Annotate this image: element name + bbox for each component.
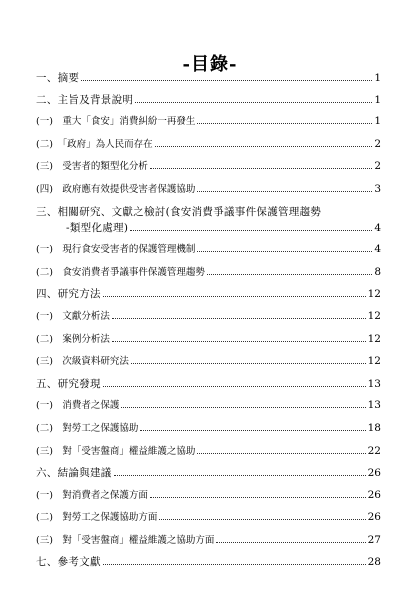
toc-entry-page: 2 bbox=[374, 137, 381, 150]
toc-entry[interactable] bbox=[36, 355, 381, 368]
toc-entry-label: 一、摘要 bbox=[36, 72, 80, 84]
toc-entry-label: (二) 對勞工之保護協助方面 bbox=[36, 512, 158, 524]
toc-entry-label: (三) 對「受害盤商」權益維護之協助方面 bbox=[36, 534, 215, 546]
toc-entry-label: 五、研究發現 bbox=[36, 377, 101, 390]
toc-entry-page: 1 bbox=[374, 115, 381, 128]
leader-dots bbox=[207, 274, 372, 275]
toc-entry-label: (二) 「政府」為人民而存在 bbox=[36, 138, 153, 150]
leader-dots bbox=[130, 230, 372, 231]
toc-entry-label: (二) 案例分析法 bbox=[36, 333, 110, 345]
toc-entry-label: 二、主旨及背景說明 bbox=[36, 93, 134, 106]
toc-title: -目錄- bbox=[182, 54, 238, 75]
toc-entry-page: 4 bbox=[374, 243, 381, 256]
toc-entry-background[interactable] bbox=[36, 94, 381, 106]
toc-entry-label: (二) 食安消費者爭議事件保護管理趨勢 bbox=[36, 266, 205, 278]
toc-entry-label: (一) 文獻分析法 bbox=[36, 310, 110, 322]
leader-dots bbox=[131, 363, 366, 364]
toc-entry-page: 27 bbox=[367, 533, 381, 546]
leader-dots bbox=[135, 102, 372, 103]
toc-entry-page: 18 bbox=[367, 421, 381, 434]
toc-entry-page: 3 bbox=[374, 182, 381, 195]
leader-dots bbox=[112, 318, 366, 319]
leader-dots bbox=[103, 564, 366, 565]
toc-entry-label: (一) 重大「食安」消費糾紛一再發生 bbox=[36, 116, 196, 128]
toc-entry-page: 12 bbox=[367, 332, 381, 345]
leader-dots bbox=[216, 542, 365, 543]
toc-entry-abstract[interactable] bbox=[36, 72, 381, 84]
leader-dots bbox=[103, 296, 366, 297]
toc-entry-label: 四、研究方法 bbox=[36, 288, 101, 301]
toc-entry-label: 七、參考文獻 bbox=[36, 556, 101, 569]
leader-dots bbox=[121, 407, 365, 408]
toc-entry-label: 六、結論與建議 bbox=[36, 467, 112, 480]
toc-entry-page: 13 bbox=[367, 399, 381, 412]
toc-entry[interactable] bbox=[36, 511, 381, 524]
toc-entry[interactable] bbox=[36, 115, 381, 128]
toc-entry[interactable] bbox=[36, 422, 381, 435]
leader-dots bbox=[140, 430, 365, 431]
toc-entry-label: -類型化處理) bbox=[66, 221, 129, 234]
leader-dots bbox=[150, 497, 366, 498]
toc-entry-label: (三) 次級資料研究法 bbox=[36, 356, 129, 368]
toc-entry-label: (三) 受害者的類型化分析 bbox=[36, 161, 148, 173]
toc-entry-label: (一) 消費者之保護 bbox=[36, 400, 120, 412]
toc-entry-findings[interactable] bbox=[36, 378, 381, 390]
leader-dots bbox=[197, 191, 372, 192]
toc-entry-label: (四) 政府應有效提供受害者保護協助 bbox=[36, 183, 196, 195]
toc-entry-page: 1 bbox=[374, 93, 381, 106]
leader-dots bbox=[197, 123, 372, 124]
leader-dots bbox=[103, 386, 366, 387]
toc-entry-page: 8 bbox=[374, 265, 381, 278]
toc-entry-references[interactable] bbox=[36, 556, 381, 568]
toc-entry-page: 2 bbox=[374, 160, 381, 173]
toc-entry-page: 26 bbox=[367, 511, 381, 524]
toc-entry-literature-review[interactable] bbox=[36, 206, 381, 218]
toc-entry-label: (二) 對勞工之保護協助 bbox=[36, 422, 139, 434]
toc-entry-page: 12 bbox=[367, 309, 381, 322]
toc-entry-literature-review-cont[interactable] bbox=[36, 222, 381, 234]
leader-dots bbox=[150, 168, 372, 169]
toc-entry-conclusion[interactable] bbox=[36, 467, 381, 479]
toc-entry[interactable] bbox=[36, 399, 381, 412]
leader-dots bbox=[197, 453, 365, 454]
toc-entry[interactable] bbox=[36, 266, 381, 279]
leader-dots bbox=[159, 519, 365, 520]
toc-entry[interactable] bbox=[36, 489, 381, 502]
toc-entry-methods[interactable] bbox=[36, 288, 381, 300]
toc-entry[interactable] bbox=[36, 138, 381, 151]
toc-entry-page: 12 bbox=[367, 355, 381, 368]
leader-dots bbox=[197, 251, 372, 252]
leader-dots bbox=[155, 146, 373, 147]
toc-entry-page: 26 bbox=[367, 467, 381, 480]
toc-entry[interactable] bbox=[36, 310, 381, 323]
table-of-contents bbox=[36, 72, 381, 578]
toc-entry[interactable] bbox=[36, 183, 381, 196]
leader-dots bbox=[112, 341, 366, 342]
leader-dots bbox=[114, 475, 366, 476]
toc-entry-page: 26 bbox=[367, 488, 381, 501]
toc-entry[interactable] bbox=[36, 445, 381, 458]
leader-dots bbox=[81, 80, 372, 81]
toc-entry-page: 1 bbox=[374, 72, 381, 84]
toc-entry-page: 28 bbox=[367, 556, 381, 569]
toc-entry-page: 22 bbox=[367, 444, 381, 457]
toc-entry-label: 三、相關研究、文獻之檢討(食安消費爭議事件保護管理趨勢 bbox=[36, 205, 322, 218]
toc-entry-label: (一) 對消費者之保護方面 bbox=[36, 489, 148, 501]
toc-entry-page: 12 bbox=[367, 288, 381, 301]
toc-entry[interactable] bbox=[36, 333, 381, 346]
toc-entry[interactable] bbox=[36, 534, 381, 547]
toc-entry[interactable] bbox=[36, 160, 381, 173]
toc-entry-label: (三) 對「受害盤商」權益維護之協助 bbox=[36, 445, 196, 457]
toc-entry-page: 13 bbox=[367, 377, 381, 390]
toc-entry-page: 4 bbox=[374, 221, 381, 234]
toc-entry-label: (一) 現行食安受害者的保護管理機制 bbox=[36, 244, 196, 256]
toc-entry[interactable] bbox=[36, 243, 381, 256]
